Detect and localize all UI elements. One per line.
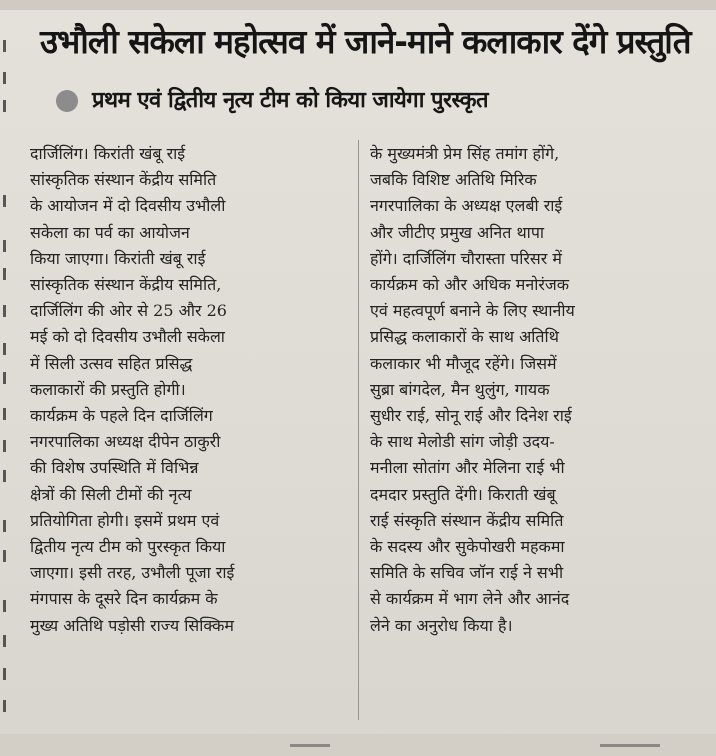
body-text-line: सांस्कृतिक संस्थान केंद्रीय समिति (30, 170, 217, 190)
body-text-line: लेने का अनुरोध किया है। (370, 615, 513, 635)
body-text-line: से कार्यक्रम में भाग लेने और आनंद (370, 589, 570, 609)
body-text-line: के मुख्यमंत्री प्रेम सिंह तमांग होंगे, (370, 144, 560, 163)
body-text-line: किया जाएगा। किरांती खंबू राई (30, 248, 206, 268)
bullet-icon (56, 90, 78, 112)
body-text-line: एवं महत्वपूर्ण बनाने के लिए स्थानीय (370, 301, 575, 321)
body-text-line: सुब्रा बांगदेल, मैन थुलुंग, गायक (370, 379, 550, 399)
body-text-line: दमदार प्रस्तुति देंगी। किराती खंबू (370, 484, 556, 504)
body-text-line: प्रतियोगिता होगी। इसमें प्रथम एवं (30, 510, 220, 530)
body-text-line: मनीला सोतांग और मेलिना राई भी (370, 458, 565, 478)
body-text-line: सुधीर राई, सोनू राई और दिनेश राई (370, 406, 572, 426)
body-text-line: समिति के सचिव जॉन राई ने सभी (370, 563, 564, 583)
body-text-line: कार्यक्रम के पहले दिन दार्जिलिंग (30, 406, 213, 426)
body-text-line: सांस्कृतिक संस्थान केंद्रीय समिति, (30, 275, 222, 295)
body-text-line: मंगपास के दूसरे दिन कार्यक्रम के (30, 589, 218, 609)
body-text-line: मुख्य अतिथि पड़ोसी राज्य सिक्किम (30, 615, 234, 635)
article-headline: उभौली सकेला महोत्सव में जाने-माने कलाकार देंगे प्रस्तुति (40, 22, 691, 61)
column-divider (358, 140, 359, 720)
top-edge (0, 0, 716, 10)
body-text-line: प्रसिद्ध कलाकारों के साथ अतिथि (370, 327, 559, 347)
article-left-column (30, 141, 348, 639)
bottom-edge (0, 734, 716, 756)
body-text-line: कार्यक्रम को और अधिक मनोरंजक (370, 275, 570, 295)
adjacent-column-fragment (0, 0, 14, 756)
body-text-line: दार्जिलिंग की ओर से 25 और 26 (30, 301, 227, 321)
body-text-line: द्वितीय नृत्य टीम को पुरस्कृत किया (30, 537, 226, 557)
body-text-line: राई संस्कृति संस्थान केंद्रीय समिति (370, 510, 564, 530)
body-text-line: कलाकारों की प्रस्तुति होगी। (30, 379, 186, 399)
body-text-line: नगरपालिका अध्यक्ष दीपेन ठाकुरी (30, 432, 221, 452)
body-text-line: के सदस्य और सुकेपोखरी महकमा (370, 537, 565, 557)
body-text-line: की विशेष उपस्थिति में विभिन्न (30, 458, 199, 478)
body-text-line: और जीटीए प्रमुख अनित थापा (370, 222, 545, 242)
article-subheadline-row (56, 86, 696, 116)
body-text-line: कलाकार भी मौजूद रहेंगे। जिसमें (370, 353, 557, 373)
body-text-line: मई को दो दिवसीय उभौली सकेला (30, 327, 225, 347)
body-text-line: जाएगा। इसी तरह, उभौली पूजा राई (30, 563, 235, 583)
body-text-line: सकेला का पर्व का आयोजन (30, 222, 190, 242)
body-text-line: के साथ मेलोडी सांग जोड़ी उदय- (370, 432, 555, 452)
article-right-column (370, 141, 706, 639)
body-text-line: क्षेत्रों की सिली टीमों की नृत्य (30, 484, 192, 504)
body-text-line: होंगे। दार्जिलिंग चौरास्ता परिसर में (370, 248, 562, 268)
body-text-line: के आयोजन में दो दिवसीय उभौली (30, 196, 226, 216)
body-text-line: नगरपालिका के अध्यक्ष एलबी राई (370, 196, 563, 216)
article-subheadline: प्रथम एवं द्वितीय नृत्य टीम को किया जायेगा पुरस्कृत (92, 88, 489, 113)
body-text-line: जबकि विशिष्ट अतिथि मिरिक (370, 170, 537, 190)
body-text-line: दार्जिलिंग। किरांती खंबू राई (30, 144, 186, 163)
body-text-line: में सिली उत्सव सहित प्रसिद्ध (30, 353, 193, 373)
